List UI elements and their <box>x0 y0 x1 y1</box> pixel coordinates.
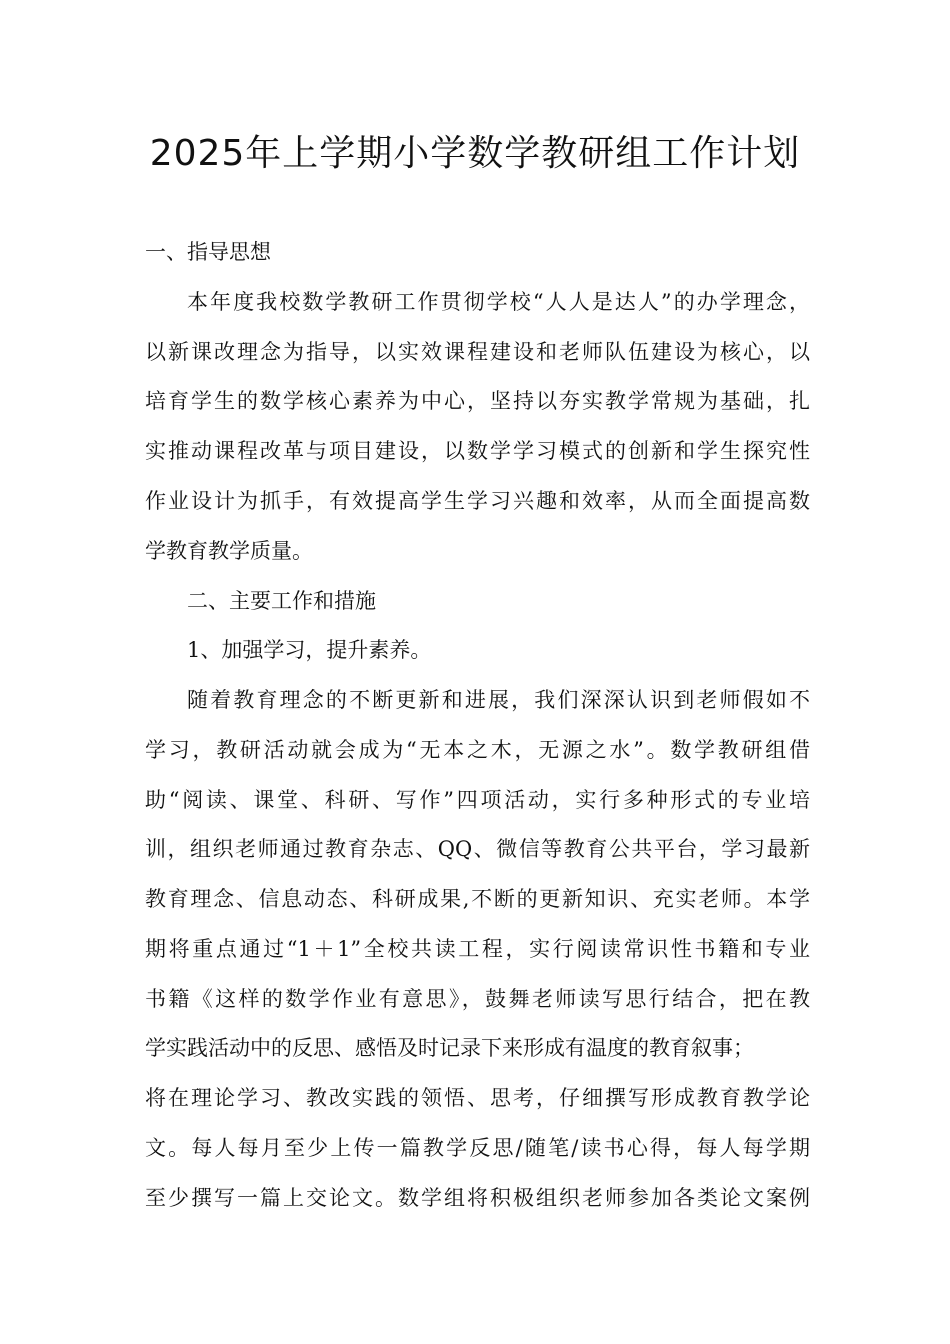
paragraph-line: 学教育教学质量。 <box>145 539 313 563</box>
paragraph-line: 随着教育理念的不断更新和进展，我们深深认识到老师假如不 <box>187 688 810 712</box>
paragraph-line: 至少撰写一篇上交论文。数学组将积极组织老师参加各类论文案例 <box>145 1186 810 1210</box>
paragraph-line: 学习，教研活动就会成为“无本之木，无源之水”。数学教研组借 <box>145 738 810 762</box>
paragraph-line: 文。每人每月至少上传一篇教学反思/随笔/读书心得，每人每学期 <box>145 1136 810 1160</box>
paragraph-line: 训，组织老师通过教育杂志、QQ、微信等教育公共平台，学习最新 <box>145 837 810 861</box>
paragraph-line: 教育理念、信息动态、科研成果,不断的更新知识、充实老师。本学 <box>145 887 810 911</box>
paragraph-line: 书籍《这样的数学作业有意思》，鼓舞老师读写思行结合，把在教 <box>145 987 810 1011</box>
paragraph-line: 助“阅读、课堂、科研、写作”四项活动，实行多种形式的专业培 <box>145 788 810 812</box>
section-heading-main-work: 二、主要工作和措施 <box>187 589 376 613</box>
paragraph-line: 将在理论学习、教改实践的领悟、思考，仔细撰写形成教育教学论 <box>145 1086 810 1110</box>
section-heading-guiding-ideology: 一、指导思想 <box>145 240 271 264</box>
paragraph-line: 本年度我校数学教研工作贯彻学校“人人是达人”的办学理念， <box>187 290 810 314</box>
paragraph-line: 实推动课程改革与项目建设，以数学学习模式的创新和学生探究性 <box>145 439 810 463</box>
subsection-heading-study: 1、加强学习，提升素养。 <box>187 638 432 662</box>
paragraph-line: 以新课改理念为指导，以实效课程建设和老师队伍建设为核心，以 <box>145 340 810 364</box>
paragraph-line: 期将重点通过“1＋1”全校共读工程，实行阅读常识性书籍和专业 <box>145 937 810 961</box>
paragraph-line: 培育学生的数学核心素养为中心，坚持以夯实教学常规为基础，扎 <box>145 389 810 413</box>
document-title: 2025年上学期小学数学教研组工作计划 <box>149 133 801 174</box>
paragraph-line: 作业设计为抓手，有效提高学生学习兴趣和效率，从而全面提高数 <box>145 489 810 513</box>
paragraph-line: 学实践活动中的反思、感悟及时记录下来形成有温度的教育叙事； <box>145 1036 754 1060</box>
